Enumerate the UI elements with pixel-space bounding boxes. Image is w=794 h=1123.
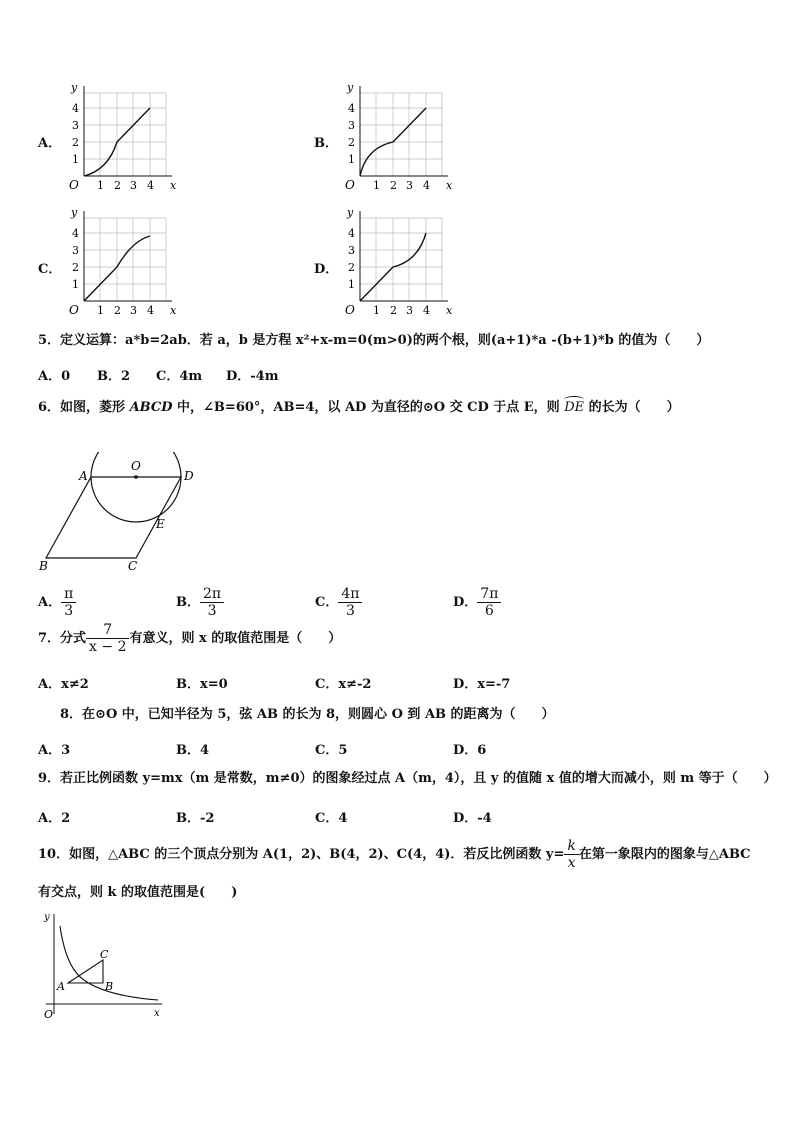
q10-stem: 10．如图，△ABC 的三个顶点分别为 A(1，2)、B(4，2)、C(4，4)．若反比例函数 y= $\frac{k}{x}$ 在第一象限内的图象与△ABC — [38, 838, 751, 871]
x-label: x — [154, 1008, 160, 1019]
q6-option-b: B． $\frac{2\pi}{3}$ — [176, 586, 224, 619]
q4-option-d-label: D． — [314, 262, 339, 277]
y-tick: 4 — [348, 102, 355, 115]
q9-stem: 9．若正比例函数 y=mx（m 是常数，m≠0）的图象经过点 A（m，4），且 y 的值随 x 值的增大而减小，则 m 等于（ ） — [38, 771, 777, 786]
origin-label: O — [69, 303, 79, 317]
y-tick: 3 — [348, 244, 355, 257]
x-tick: 1 — [373, 179, 380, 192]
q7-fraction: $\frac{7}{x - 2}$ — [86, 622, 129, 655]
y-tick: 4 — [72, 102, 79, 115]
y-tick: 4 — [348, 227, 355, 240]
x-tick: 2 — [390, 179, 397, 192]
q4-graph-a — [60, 78, 180, 193]
q6-option-c: C． $\frac{4\pi}{3}$ — [315, 586, 362, 619]
q7-option-a: A．x≠2 — [38, 677, 89, 692]
q5-option-c: C．4m — [156, 369, 203, 384]
q10-fraction: $\frac{k}{x}$ — [564, 838, 578, 871]
q9-option-b: B．-2 — [176, 811, 215, 826]
q9-option-d: D．-4 — [453, 811, 492, 826]
y-axis-label: y — [347, 206, 354, 219]
y-axis-label: y — [347, 81, 354, 94]
q8-option-c: C．5 — [315, 743, 348, 758]
label-b: B — [105, 980, 114, 993]
y-tick: 1 — [348, 278, 355, 291]
triangle-abc — [68, 960, 103, 983]
q10-stem-line2: 有交点，则 k 的取值范围是( ) — [38, 885, 238, 900]
x-tick: 3 — [406, 304, 413, 317]
label-b: B — [39, 559, 48, 573]
label-o: O — [131, 459, 141, 473]
q4-graph-d — [336, 203, 456, 318]
q10-figure — [36, 908, 166, 1024]
q7-option-d: D．x=-7 — [453, 677, 511, 692]
y-tick: 2 — [72, 261, 79, 274]
label-d: D — [184, 469, 194, 483]
q5-stem: 5．定义运算：a*b=2ab．若 a，b 是方程 x²+x-m=0(m>0)的两个根，则(a+1)*a -(b+1)*b 的值为（ ） — [38, 333, 710, 348]
x-tick: 3 — [130, 179, 137, 192]
x-tick: 4 — [147, 179, 154, 192]
x-tick: 2 — [390, 304, 397, 317]
q7-option-c: C．x≠-2 — [315, 677, 372, 692]
label-a: A — [57, 980, 65, 993]
q4-option-b-label: B． — [314, 136, 338, 151]
x-axis-label: x — [446, 179, 453, 192]
y-tick: 1 — [72, 153, 79, 166]
label-a: A — [79, 469, 88, 483]
label-c: C — [100, 948, 109, 961]
y-tick: 2 — [348, 136, 355, 149]
x-axis-label: x — [446, 304, 453, 317]
center-point — [134, 475, 138, 479]
q7-option-b: B．x=0 — [176, 677, 228, 692]
x-tick: 2 — [114, 179, 121, 192]
x-tick: 4 — [423, 304, 430, 317]
label-c: C — [128, 559, 138, 573]
y-axis-label: y — [71, 206, 78, 219]
origin-label: O — [69, 178, 79, 192]
q5-option-d: D．-4m — [226, 369, 279, 384]
y-tick: 3 — [348, 119, 355, 132]
y-tick: 3 — [72, 119, 79, 132]
x-tick: 3 — [130, 304, 137, 317]
q6-option-a: A． $\frac{\pi}{3}$ — [38, 586, 76, 619]
y-axis-label: y — [71, 81, 78, 94]
q8-option-d: D．6 — [453, 743, 487, 758]
x-tick: 1 — [373, 304, 380, 317]
x-tick: 4 — [147, 304, 154, 317]
x-tick: 3 — [406, 179, 413, 192]
y-tick: 3 — [72, 244, 79, 257]
x-tick: 1 — [97, 304, 104, 317]
q8-option-b: B．4 — [176, 743, 210, 758]
q4-option-a-label: A． — [38, 136, 62, 151]
y-tick: 1 — [72, 278, 79, 291]
y-tick: 2 — [72, 136, 79, 149]
q6-stem: 6．如图，菱形 ABCD 中，∠B=60°，AB=4，以 AD 为直径的⊙O 交 CD 于点 E，则 DE 的长为（ ） — [38, 400, 680, 415]
x-tick: 2 — [114, 304, 121, 317]
q6-option-d: D． $\frac{7\pi}{6}$ — [453, 586, 501, 619]
q4-graph-c — [60, 203, 180, 318]
y-tick: 2 — [348, 261, 355, 274]
q6-rhombus-figure — [36, 452, 206, 574]
origin-label: O — [44, 1008, 54, 1021]
q9-option-a: A．2 — [38, 811, 71, 826]
y-tick: 1 — [348, 153, 355, 166]
q8-stem: 8．在⊙O 中，已知半径为 5，弦 AB 的长为 8，则圆心 O 到 AB 的距离为（ ） — [60, 707, 555, 722]
q9-option-c: C．4 — [315, 811, 348, 826]
q7-stem: 7．分式 $\frac{7}{x - 2}$ 有意义，则 x 的取值范围是（ ） — [38, 622, 342, 655]
y-label: y — [44, 912, 50, 923]
q5-option-b: B．2 — [97, 369, 131, 384]
arc-de-symbol: DE — [564, 400, 585, 415]
q8-option-a: A．3 — [38, 743, 71, 758]
x-axis-label: x — [170, 179, 177, 192]
q5-option-a: A．0 — [38, 369, 71, 384]
origin-label: O — [345, 178, 355, 192]
x-tick: 1 — [97, 179, 104, 192]
q4-option-c-label: C． — [38, 262, 62, 277]
x-tick: 4 — [423, 179, 430, 192]
label-e: E — [156, 517, 165, 531]
x-axis-label: x — [170, 304, 177, 317]
origin-label: O — [345, 303, 355, 317]
q4-graph-b — [336, 78, 456, 193]
y-tick: 4 — [72, 227, 79, 240]
